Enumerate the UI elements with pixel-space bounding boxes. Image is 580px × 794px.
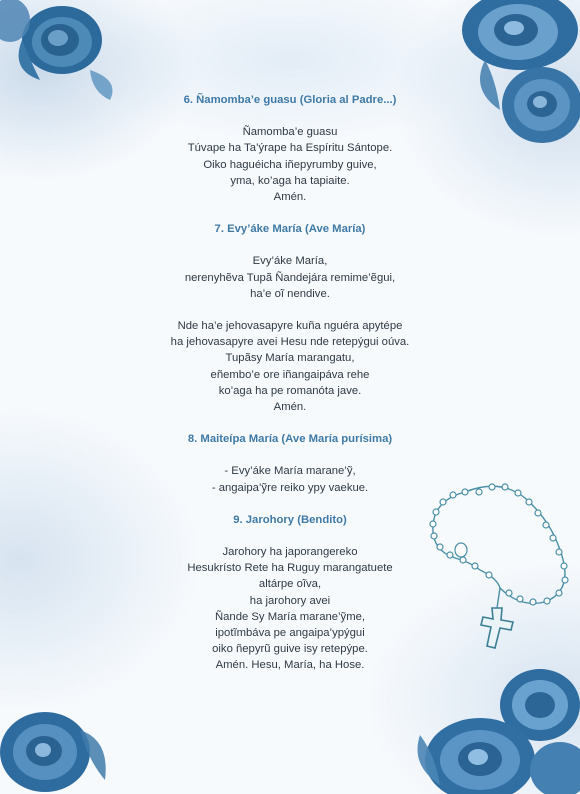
verse-line: ha’e oĩ nendive. — [250, 287, 330, 300]
verse-line: Ñande Sy María marane’ỹme, — [214, 610, 366, 623]
verse-line: ha jarohory avei — [249, 594, 331, 607]
verse-line: oiko ñepyrũ guive isy retepýpe. — [212, 643, 368, 656]
verse-line: yma, ko’aga ha tapiaite. — [230, 174, 350, 187]
prayer-text — [90, 92, 490, 674]
verse-line: Túvape ha Ta’ýrape ha Espíritu Sántope. — [187, 142, 393, 155]
verse-line: Hesukrísto Rete ha Ruguy marangatuete — [187, 562, 393, 575]
verse-line: Amén. — [273, 401, 307, 414]
stanza — [90, 253, 490, 302]
verse-line: Tupãsy María marangatu, — [225, 352, 355, 365]
verse-line: Nde ha’e jehovasapyre kuña nguéra apytépe — [177, 320, 403, 333]
rose-cluster-bottom-right — [410, 665, 580, 794]
verse-line: altárpe oĩva, — [258, 578, 322, 591]
verse-line: Oiko haguéicha iñepyrumby guive, — [203, 158, 377, 171]
verse-line: eñembo’e ore iñangaipáva rehe — [210, 368, 370, 381]
verse-line: ipotĩmbáva pe angaipa’ypýgui — [215, 627, 365, 640]
rose-cluster-bottom-left — [0, 690, 120, 794]
verse-line: ha jehovasapyre avei Hesu nde retepýgui oúva. — [170, 336, 410, 349]
verse-line: - angaipa’ỹre reiko ypy vaekue. — [211, 481, 369, 494]
stanza — [90, 124, 490, 205]
verse-line: - Evy’áke María marane’ỹ, — [224, 465, 356, 478]
verse-line: Evy’áke María, — [252, 255, 328, 268]
stanza — [90, 544, 490, 674]
section-title: 6. Ñamomba’e guasu (Gloria al Padre...) — [183, 94, 397, 106]
section-title: 8. Maiteípa María (Ave María purísima) — [187, 433, 393, 446]
stanza — [90, 463, 490, 495]
section-title: 9. Jarohory (Bendito) — [233, 513, 347, 526]
stanza — [90, 318, 490, 415]
verse-line: Amén. — [273, 191, 307, 204]
section-title: 7. Evy’áke María (Ave María) — [214, 223, 366, 236]
verse-line: Jarohory ha japorangereko — [222, 546, 358, 559]
verse-line: Amén. Hesu, María, ha Hose. — [215, 659, 365, 672]
rose-icon — [19, 6, 102, 80]
verse-line: Ñamomba’e guasu — [242, 126, 338, 139]
verse-line: nerenyhẽva Tupã Ñandejára remime’ẽgui, — [184, 271, 396, 284]
verse-line: ko’aga ha pe romanóta jave. — [218, 384, 362, 397]
